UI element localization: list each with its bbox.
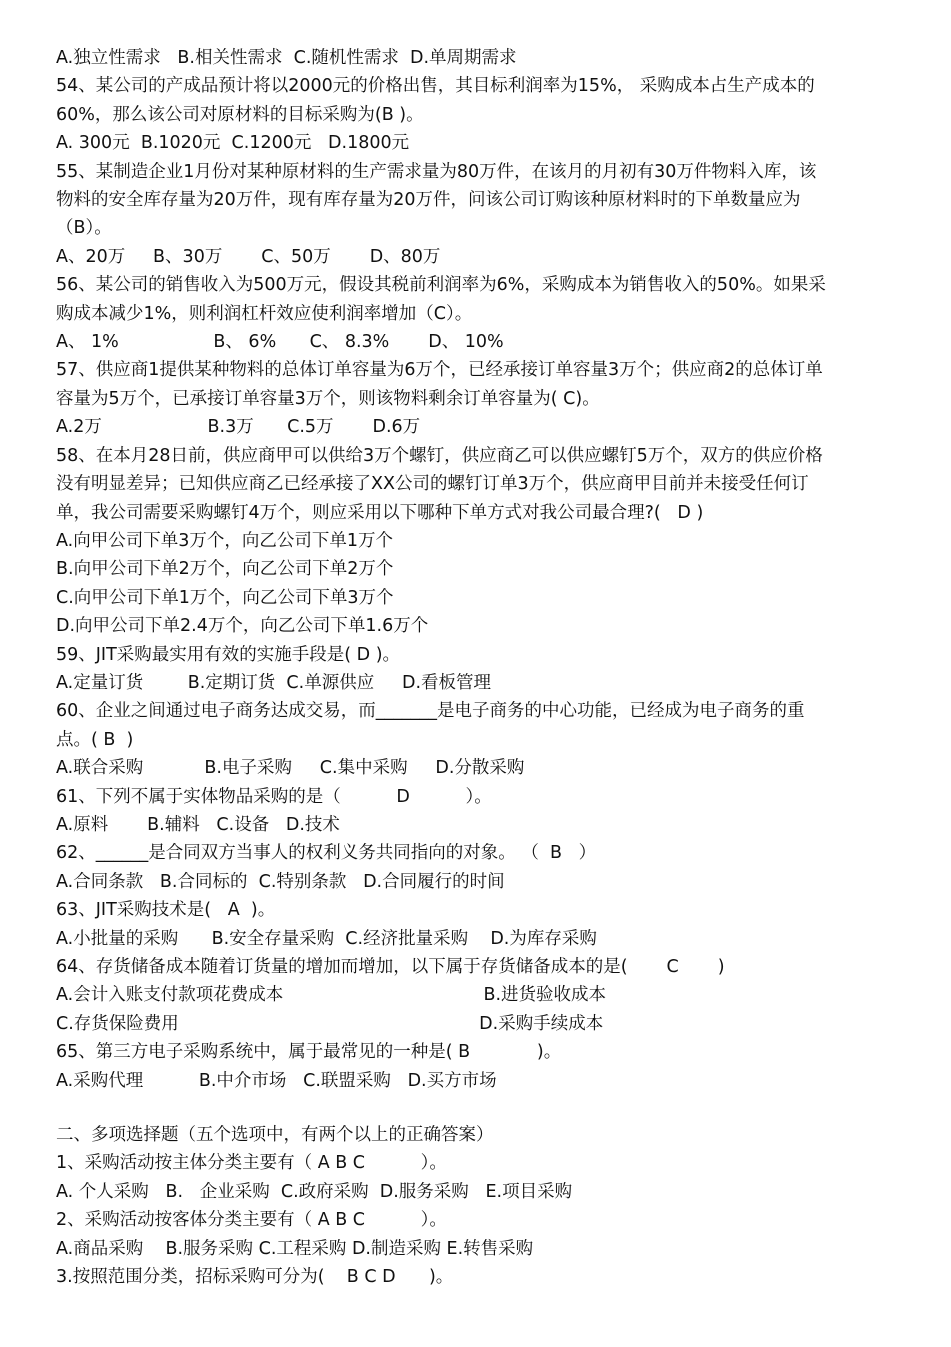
q58-text: 单，我公司需要采购螺钉4万个，则应采用以下哪种下单方式对我公司最合理?( D ) xyxy=(56,502,704,523)
q64-text: 64、存货储备成本随着订货量的增加而增加，以下属于存货储备成本的是( C ) xyxy=(56,957,725,977)
q65-options: A.采购代理 B.中介市场 C.联盟采购 D.买方市场 xyxy=(56,1070,497,1091)
mq1-options: A. 个人采购 B. 企业采购 C.政府采购 D.服务采购 E.项目采购 xyxy=(56,1181,573,1202)
q54-text: 54、某公司的产成品预计将以2000元的价格出售，其目标利润率为15%， 采购成本占生产成本的 xyxy=(56,76,815,97)
section-gap xyxy=(56,1095,896,1121)
q58-option-c: C.向甲公司下单1万个，向乙公司下单3万个 xyxy=(56,587,394,608)
q63-text: 63、JIT采购技术是( A )。 xyxy=(56,900,276,921)
q55-options: A、20万 B、30万 C、50万 D、80万 xyxy=(56,246,441,267)
q60-text: 60、企业之间通过电子商务达成交易，而_______是电子商务的中心功能，已经成为电子商务的重 xyxy=(56,701,805,722)
document-page xyxy=(56,44,896,1291)
q56-text: 购成本减少1%，则利润杠杆效应使利润率增加（C）。 xyxy=(56,303,473,324)
q55-text: （B）。 xyxy=(56,218,112,239)
q56-text: 56、某公司的销售收入为500万元，假设其税前利润率为6%，采购成本为销售收入的50%。如果采 xyxy=(56,275,826,296)
q62-options: A.合同条款 B.合同标的 C.特别条款 D.合同履行的时间 xyxy=(56,871,505,892)
q63-options: A.小批量的采购 B.安全存量采购 C.经济批量采购 D.为库存采购 xyxy=(56,928,597,949)
q55-text: 物料的安全库存量为20万件，现有库存量为20万件，问该公司订购该种原材料时的下单数量应为 xyxy=(56,190,801,211)
section-heading: 二、多项选择题（五个选项中，有两个以上的正确答案） xyxy=(56,1125,494,1146)
mq1-text: 1、采购活动按主体分类主要有（ A B C ）。 xyxy=(56,1153,447,1174)
q58-option-a: A.向甲公司下单3万个，向乙公司下单1万个 xyxy=(56,530,393,551)
q65-text: 65、第三方电子采购系统中，属于最常见的一种是( B )。 xyxy=(56,1042,562,1063)
q64-options-ab: A.会计入账支付款项花费成本 B.进货验收成本 xyxy=(56,985,607,1006)
q55-text: 55、某制造企业1月份对某种原材料的生产需求量为80万件，在该月的月初有30万件物料入库，该 xyxy=(56,161,817,182)
q60-options: A.联合采购 B.电子采购 C.集中采购 D.分散采购 xyxy=(56,758,525,779)
q54-text: 60%，那么该公司对原材料的目标采购为(B )。 xyxy=(56,104,424,125)
q57-options: A.2万 B.3万 C.5万 D.6万 xyxy=(56,417,421,438)
q59-options: A.定量订货 B.定期订货 C.单源供应 D.看板管理 xyxy=(56,672,492,693)
q58-text: 58、在本月28日前，供应商甲可以供给3万个螺钉，供应商乙可以供应螺钉5万个，双方的供应价格 xyxy=(56,445,823,466)
q64-options-cd: C.存货保险费用 D.采购手续成本 xyxy=(56,1013,604,1034)
mq2-text: 2、采购活动按客体分类主要有（ A B C ）。 xyxy=(56,1210,447,1231)
q59-text: 59、JIT采购最实用有效的实施手段是( D )。 xyxy=(56,644,401,665)
q54-options: A. 300元 B.1020元 C.1200元 D.1800元 xyxy=(56,133,410,154)
q61-text: 61、下列不属于实体物品采购的是（ D ）。 xyxy=(56,786,492,807)
q56-options: A、 1% B、 6% C、 8.3% D、 10% xyxy=(56,332,504,353)
q58-option-b: B.向甲公司下单2万个，向乙公司下单2万个 xyxy=(56,559,394,580)
q62-text: 62、______是合同双方当事人的权利义务共同指向的对象。 （ B ） xyxy=(56,843,597,864)
q57-text: 容量为5万个，已承接订单容量3万个，则该物料剩余订单容量为( C)。 xyxy=(56,388,600,409)
q57-text: 57、供应商1提供某种物料的总体订单容量为6万个，已经承接订单容量3万个；供应商2的总体订单 xyxy=(56,360,823,381)
mq2-options: A.商品采购 B.服务采购 C.工程采购 D.制造采购 E.转售采购 xyxy=(56,1238,534,1259)
mq3-text: 3.按照范围分类，招标采购可分为( B C D )。 xyxy=(56,1267,454,1288)
q58-option-d: D.向甲公司下单2.4万个，向乙公司下单1.6万个 xyxy=(56,616,429,637)
q60-text: 点。( B ) xyxy=(56,729,134,750)
q53-options: A.独立性需求 B.相关性需求 C.随机性需求 D.单周期需求 xyxy=(56,48,517,68)
q61-options: A.原料 B.辅料 C.设备 D.技术 xyxy=(56,814,340,835)
q58-text: 没有明显差异；已知供应商乙已经承接了XX公司的螺钉订单3万个，供应商甲目前并未接受任何订 xyxy=(56,474,809,495)
